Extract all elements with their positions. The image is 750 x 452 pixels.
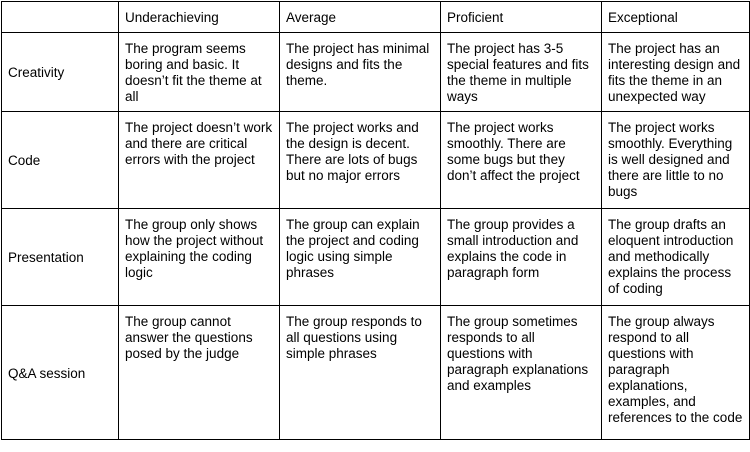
cell-code-underachieving: The project doesn’t work and there are critical errors with the project [119,112,280,209]
cell-creativity-average: The project has minimal designs and fits the theme. [280,33,441,112]
header-corner-cell [2,2,119,33]
cell-qa-underachieving: The group cannot answer the questions posed by the judge [119,306,280,440]
cell-creativity-exceptional: The project has an interesting design and fits the theme in an unexpected way [602,33,750,112]
cell-presentation-average: The group can explain the project and coding logic using simple phrases [280,209,441,306]
header-underachieving: Underachieving [119,2,280,33]
cell-presentation-exceptional: The group drafts an eloquent introduction and methodically explains the process of coding [602,209,750,306]
cell-creativity-underachieving: The program seems boring and basic. It doesn’t fit the theme at all [119,33,280,112]
cell-qa-average: The group responds to all questions using simple phrases [280,306,441,440]
header-proficient: Proficient [441,2,602,33]
row-header-qa-session: Q&A session [2,306,119,440]
cell-presentation-underachieving: The group only shows how the project without explaining the coding logic [119,209,280,306]
row-header-creativity: Creativity [2,33,119,112]
cell-code-proficient: The project works smoothly. There are some bugs but they don’t affect the project [441,112,602,209]
cell-code-exceptional: The project works smoothly. Everything is well designed and there are little to no bugs [602,112,750,209]
table-row-code [2,112,750,209]
row-header-presentation: Presentation [2,209,119,306]
rubric-table [1,1,750,440]
header-average: Average [280,2,441,33]
header-row [2,2,750,33]
cell-code-average: The project works and the design is decent. There are lots of bugs but no major errors [280,112,441,209]
header-exceptional: Exceptional [602,2,750,33]
row-header-code: Code [2,112,119,209]
table-row-creativity [2,33,750,112]
cell-qa-proficient: The group sometimes responds to all questions with paragraph explanations and examples [441,306,602,440]
table-row-presentation [2,209,750,306]
table-row-qa-session [2,306,750,440]
cell-creativity-proficient: The project has 3-5 special features and fits the theme in multiple ways [441,33,602,112]
cell-qa-exceptional: The group always respond to all questions with paragraph explanations, examples, and references to the code [602,306,750,440]
cell-presentation-proficient: The group provides a small introduction and explains the code in paragraph form [441,209,602,306]
